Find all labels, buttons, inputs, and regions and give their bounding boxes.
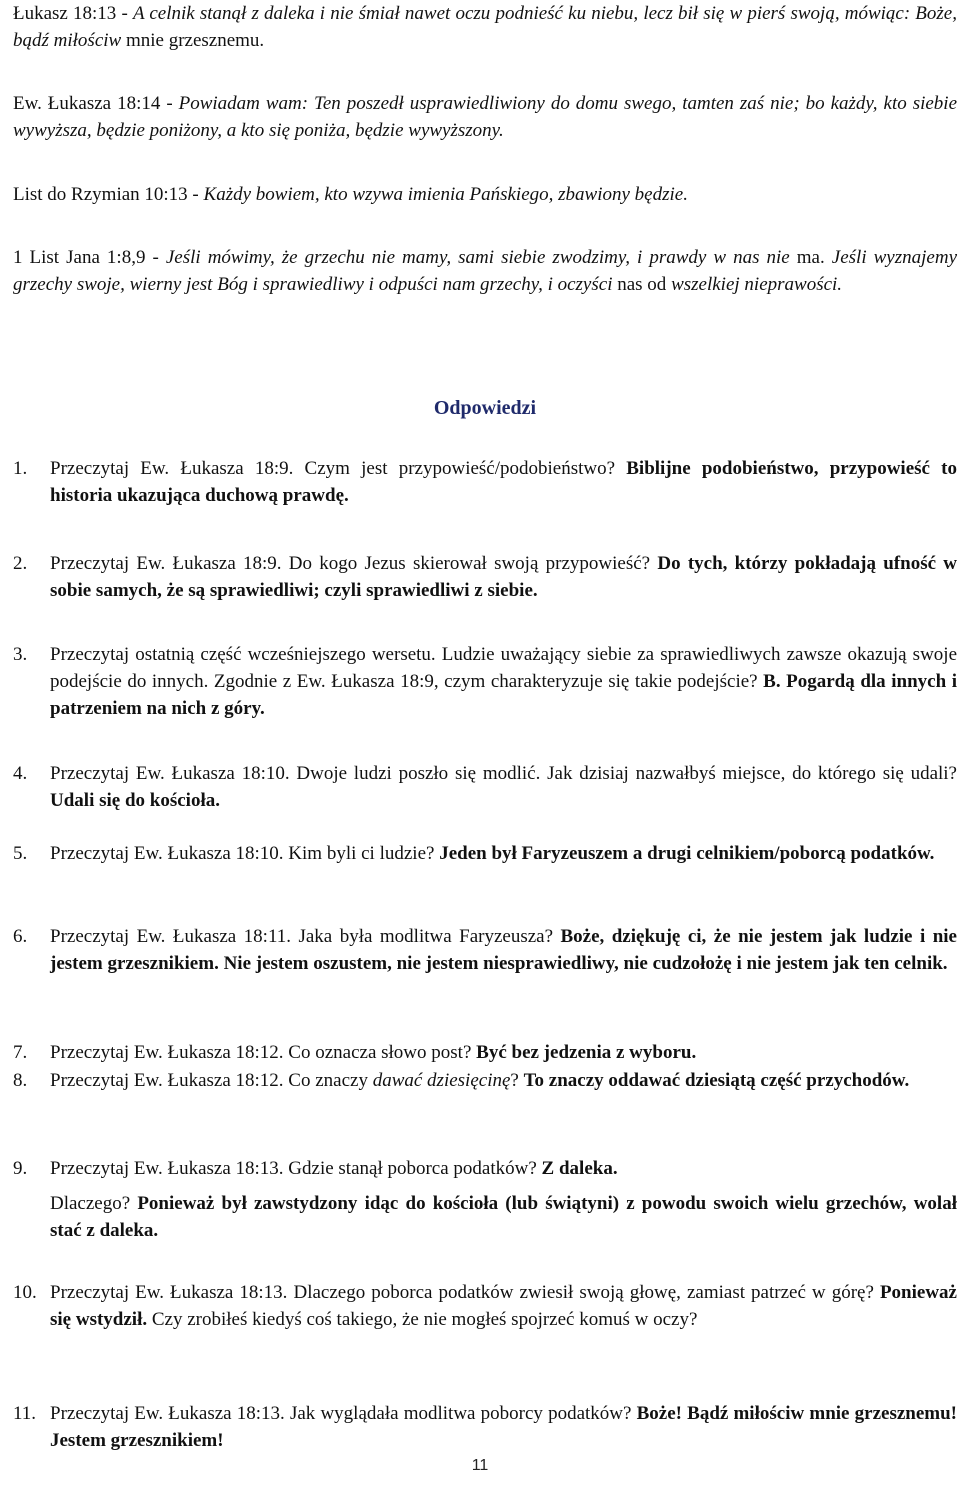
item-number: 8. (13, 1070, 28, 1091)
answer-item (13, 455, 957, 509)
answer-item (13, 840, 957, 867)
answer-text: Udali się do kościoła. (50, 790, 220, 811)
verse-text: A celnik stanął z daleka i nie śmiał nawet oczu podnieść ku niebu, lecz bił się w pierś swoją, mówiąc: Boże, bądź miłościw (13, 3, 957, 51)
verse-text-plain: nas od (612, 274, 672, 295)
item-number: 6. (13, 926, 28, 947)
answer-text: B. Pogardą dla innych i patrzeniem na nich z góry. (50, 671, 957, 719)
item-body (50, 1400, 957, 1454)
item-number: 1. (13, 458, 28, 479)
answer-text: Ponieważ był zawstydzony idąc do kościoła (lub świątyni) z powodu swoich wielu grzechów, wolał stać z daleka. (50, 1193, 957, 1241)
verse-text-tail: mnie grzesznemu. (121, 30, 265, 51)
answer-text: Być bez jedzenia z wyboru. (476, 1042, 697, 1063)
answer-text: Jeden był Faryzeuszem a drugi celnikiem/poborcą podatków. (439, 843, 935, 864)
verse-text-plain: ma. (789, 247, 832, 268)
verse-text: Powiadam wam: Ten poszedł usprawiedliwiony do domu swego, tamten zaś nie; bo każdy, kto siebie wywyższa, będzie poniżony, a kto się poniża, będzie wywyższony. (13, 93, 958, 141)
question-text: Przeczytaj Ew. Łukasza 18:9. Czym jest przypowieść/podobieństwo? (50, 458, 627, 479)
item-number: 3. (13, 644, 28, 665)
question-text-italic: dawać dziesięcinę (372, 1070, 511, 1091)
page-number: 11 (471, 1457, 489, 1474)
verse-text: Jeśli mówimy, że grzechu nie mamy, sami siebie zwodzimy, i prawdy w nas nie (165, 247, 790, 268)
follow-up-question (50, 1190, 957, 1244)
verse-text: wszelkiej nieprawości. (671, 274, 843, 295)
item-body (50, 641, 957, 722)
scripture-quote-luke-18-14 (13, 90, 957, 144)
item-number: 2. (13, 553, 28, 574)
answers-heading: Odpowiedzi (433, 397, 537, 419)
item-body (50, 840, 957, 867)
question-text: Dlaczego? (50, 1193, 138, 1214)
question-text: Przeczytaj Ew. Łukasza 18:10. Kim byli ci ludzie? (50, 843, 440, 864)
answer-text: Boże! Bądź miłościw mnie grzesznemu! Jestem grzesznikiem! (50, 1403, 957, 1451)
item-body (50, 1067, 957, 1094)
answer-item (13, 1039, 957, 1066)
question-text: Czy zrobiłeś kiedyś coś takiego, że nie mogłeś spojrzeć komuś w oczy? (147, 1309, 698, 1330)
question-text: Przeczytaj ostatnią część wcześniejszego wersetu. Ludzie uważający siebie za sprawiedliwych zawsze okazują swoje podejście do innych. Zgodnie z Ew. Łukasza 18:9, czym charakteryzuje się takie podejście? (50, 644, 957, 692)
answer-item (13, 641, 957, 722)
verse-text: Każdy bowiem, kto wzywa imienia Pańskiego, zbawiony będzie. (203, 184, 688, 205)
item-number: 7. (13, 1042, 28, 1063)
question-text: Przeczytaj Ew. Łukasza 18:13. Jak wyglądała modlitwa poborcy podatków? (50, 1403, 637, 1424)
answer-item (13, 1400, 957, 1454)
item-body (50, 550, 957, 604)
answer-text: To znaczy oddawać dziesiątą część przychodów. (523, 1070, 910, 1091)
question-text: Przeczytaj Ew. Łukasza 18:12. Co znaczy (50, 1070, 373, 1091)
scripture-quote-luke-18-13 (13, 0, 957, 54)
answer-text: Do tych, którzy pokładają ufność w sobie samych, że są sprawiedliwi; czyli sprawiedliwi z siebie. (50, 553, 958, 601)
item-body (50, 1039, 957, 1066)
answer-text: Ponieważ się wstydził. (50, 1282, 957, 1330)
question-text: Przeczytaj Ew. Łukasza 18:9. Do kogo Jezus skierował swoją przypowieść? (50, 553, 658, 574)
answer-text: Z daleka. (541, 1158, 618, 1179)
question-text: Przeczytaj Ew. Łukasza 18:11. Jaka była modlitwa Faryzeusza? (50, 926, 561, 947)
verse-text: Jeśli wyznajemy grzechy swoje, wierny jest Bóg i sprawiedliwy i odpuści nam grzechy, i oczyści (13, 247, 957, 295)
verse-reference: 1 List Jana 1:8,9 - (13, 247, 166, 268)
scripture-quote-1-john-1-8-9 (13, 244, 957, 298)
item-number: 10. (13, 1282, 37, 1303)
answer-item (13, 923, 957, 977)
question-text: Przeczytaj Ew. Łukasza 18:13. Gdzie stanął poborca podatków? (50, 1158, 542, 1179)
answer-text: Biblijne podobieństwo, przypowieść to historia ukazująca duchową prawdę. (50, 458, 957, 506)
item-number: 9. (13, 1158, 28, 1179)
answer-item (13, 1155, 957, 1182)
item-body (50, 455, 957, 509)
item-number: 11. (13, 1403, 37, 1424)
item-body (50, 923, 957, 977)
answer-text: Boże, dziękuję ci, że nie jestem jak ludzie i nie jestem grzesznikiem. Nie jestem oszustem, nie jestem niesprawiedliwy, nie cudzołożę i nie jestem jak ten celnik. (50, 926, 957, 974)
item-number: 4. (13, 763, 28, 784)
verse-reference: Ew. Łukasza 18:14 - (13, 93, 179, 114)
question-text: ? (510, 1070, 524, 1091)
answer-item (13, 1067, 957, 1094)
verse-reference: List do Rzymian 10:13 - (13, 184, 204, 205)
answer-item (13, 1279, 957, 1333)
question-text: Przeczytaj Ew. Łukasza 18:13. Dlaczego poborca podatków zwiesił swoją głowę, zamiast patrzeć w górę? (50, 1282, 880, 1303)
question-text: Przeczytaj Ew. Łukasza 18:10. Dwoje ludzi poszło się modlić. Jak dzisiaj nazwałbyś miejsce, do którego się udali? (50, 763, 957, 784)
verse-reference: Łukasz 18:13 - (13, 3, 133, 24)
item-number: 5. (13, 843, 28, 864)
item-body (50, 1279, 957, 1333)
item-body (50, 1155, 957, 1182)
answer-item (13, 760, 957, 814)
item-body (50, 760, 957, 814)
answer-item (13, 550, 957, 604)
question-text: Przeczytaj Ew. Łukasza 18:12. Co oznacza słowo post? (50, 1042, 477, 1063)
scripture-quote-romans-10-13 (13, 181, 688, 208)
